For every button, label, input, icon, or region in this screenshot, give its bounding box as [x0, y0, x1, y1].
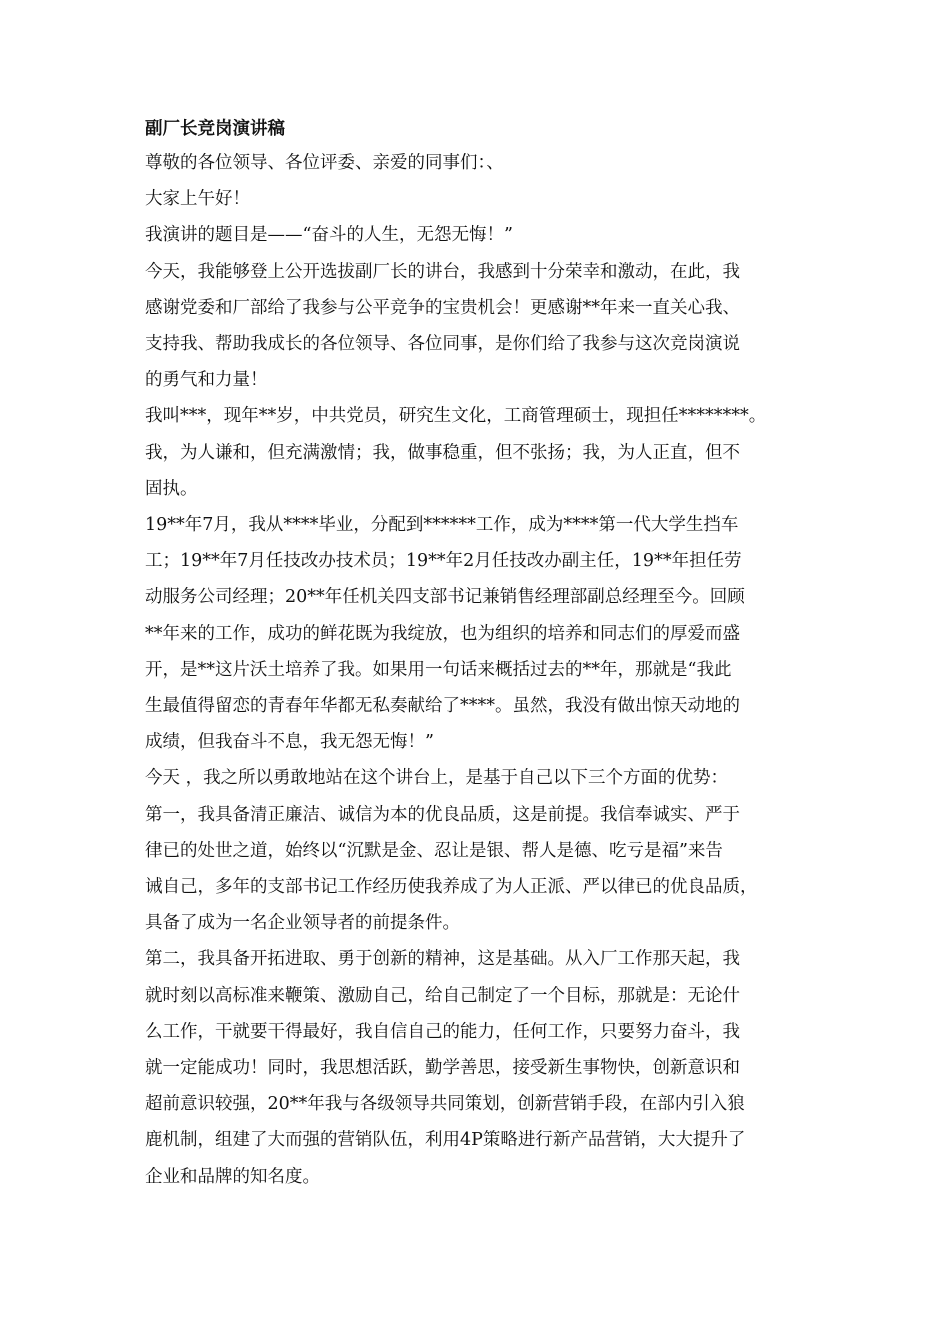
text-line: 固执。: [145, 478, 198, 499]
text-line: 诫自己，多年的支部书记工作经历使我养成了为人正派、严以律已的优良品质，: [145, 877, 758, 898]
text-line: 我，为人谦和，但充满激情；我，做事稳重，但不张扬；我，为人正直，但不: [145, 442, 740, 463]
paragraph: [145, 797, 825, 942]
text-line: 生最值得留恋的青春年华都无私奏献给了****。虽然，我没有做出惊天动地的: [145, 696, 740, 717]
text-line: 动服务公司经理；20**年任机关四支部书记兼销售经理部副总经理至今。回顾: [145, 587, 745, 608]
document-title: 副厂长竞岗演讲稿: [145, 119, 285, 139]
text-line: 律已的处世之道，始终以“沉默是金、忍让是银、帮人是德、吃亏是福”来告: [145, 840, 723, 861]
document-content: [145, 114, 825, 1195]
text-line: 尊敬的各位领导、各位评委、亲爱的同事们：、: [145, 153, 504, 173]
text-line: 的勇气和力量！: [145, 370, 268, 391]
paragraph: [145, 254, 825, 399]
text-line: 成绩，但我奋斗不息，我无怨无悔！”: [145, 732, 434, 753]
text-line: 支持我、帮助我成长的各位领导、各位同事，是你们给了我参与这次竞岗演说: [145, 334, 740, 355]
paragraph: [145, 181, 825, 217]
text-line: 第一，我具备清正廉洁、诚信为本的优良品质，这是前提。我信奉诚实、严于: [145, 804, 740, 825]
text-line: 19**年7月，我从****毕业，分配到******工作，成为****第一代大学生挡车: [145, 515, 739, 536]
text-line: **年来的工作，成功的鲜花既为我绽放，也为组织的培养和同志们的厚爱而盛: [145, 623, 740, 644]
text-line: 第二，我具备开拓进取、勇于创新的精神，这是基础。从入厂工作那天起，我: [145, 949, 740, 970]
text-line: 大家上午好！: [145, 189, 250, 210]
text-line: 我演讲的题目是——“奋斗的人生，无怨无悔！”: [145, 225, 513, 246]
text-line: 就时刻以高标准来鞭策、激励自己，给自己制定了一个目标，那就是：无论什: [145, 985, 740, 1006]
paragraph: [145, 398, 825, 507]
text-line: 今天 ，我之所以勇敢地站在这个讲台上，是基于自己以下三个方面的优势：: [145, 768, 729, 789]
paragraph: [145, 507, 825, 760]
text-line: 么工作，干就要干得最好，我自信自己的能力，任何工作，只要努力奋斗，我: [145, 1021, 740, 1042]
document-body: [145, 145, 825, 1195]
text-line: 具备了成为一名企业领导者的前提条件。: [145, 913, 460, 934]
text-line: 我叫***，现年**岁，中共党员，研究生文化，工商管理硕士，现担任********。: [145, 406, 767, 427]
text-line: 鹿机制，组建了大而强的营销队伍，利用4P策略进行新产品营销，大大提升了: [145, 1130, 746, 1151]
text-line: 超前意识较强，20**年我与各级领导共同策划，创新营销手段，在部内引入狼: [145, 1094, 745, 1115]
text-line: 工；19**年7月任技改办技术员；19**年2月任技改办副主任，19**年担任劳: [145, 551, 742, 572]
text-line: 就一定能成功！同时，我思想活跃，勤学善思，接受新生事物快，创新意识和: [145, 1058, 740, 1079]
text-line: 今天，我能够登上公开选拔副厂长的讲台，我感到十分荣幸和激动，在此，我: [145, 261, 740, 282]
text-line: 开，是**这片沃土培养了我。如果用一句话来概括过去的**年，那就是“我此: [145, 659, 732, 680]
paragraph: [145, 760, 825, 796]
paragraph: [145, 941, 825, 1194]
text-line: 企业和品牌的知名度。: [145, 1166, 320, 1187]
paragraph: [145, 217, 825, 253]
text-line: 感谢党委和厂部给了我参与公平竞争的宝贵机会！更感谢**年来一直关心我、: [145, 297, 740, 318]
paragraph: [145, 145, 825, 181]
